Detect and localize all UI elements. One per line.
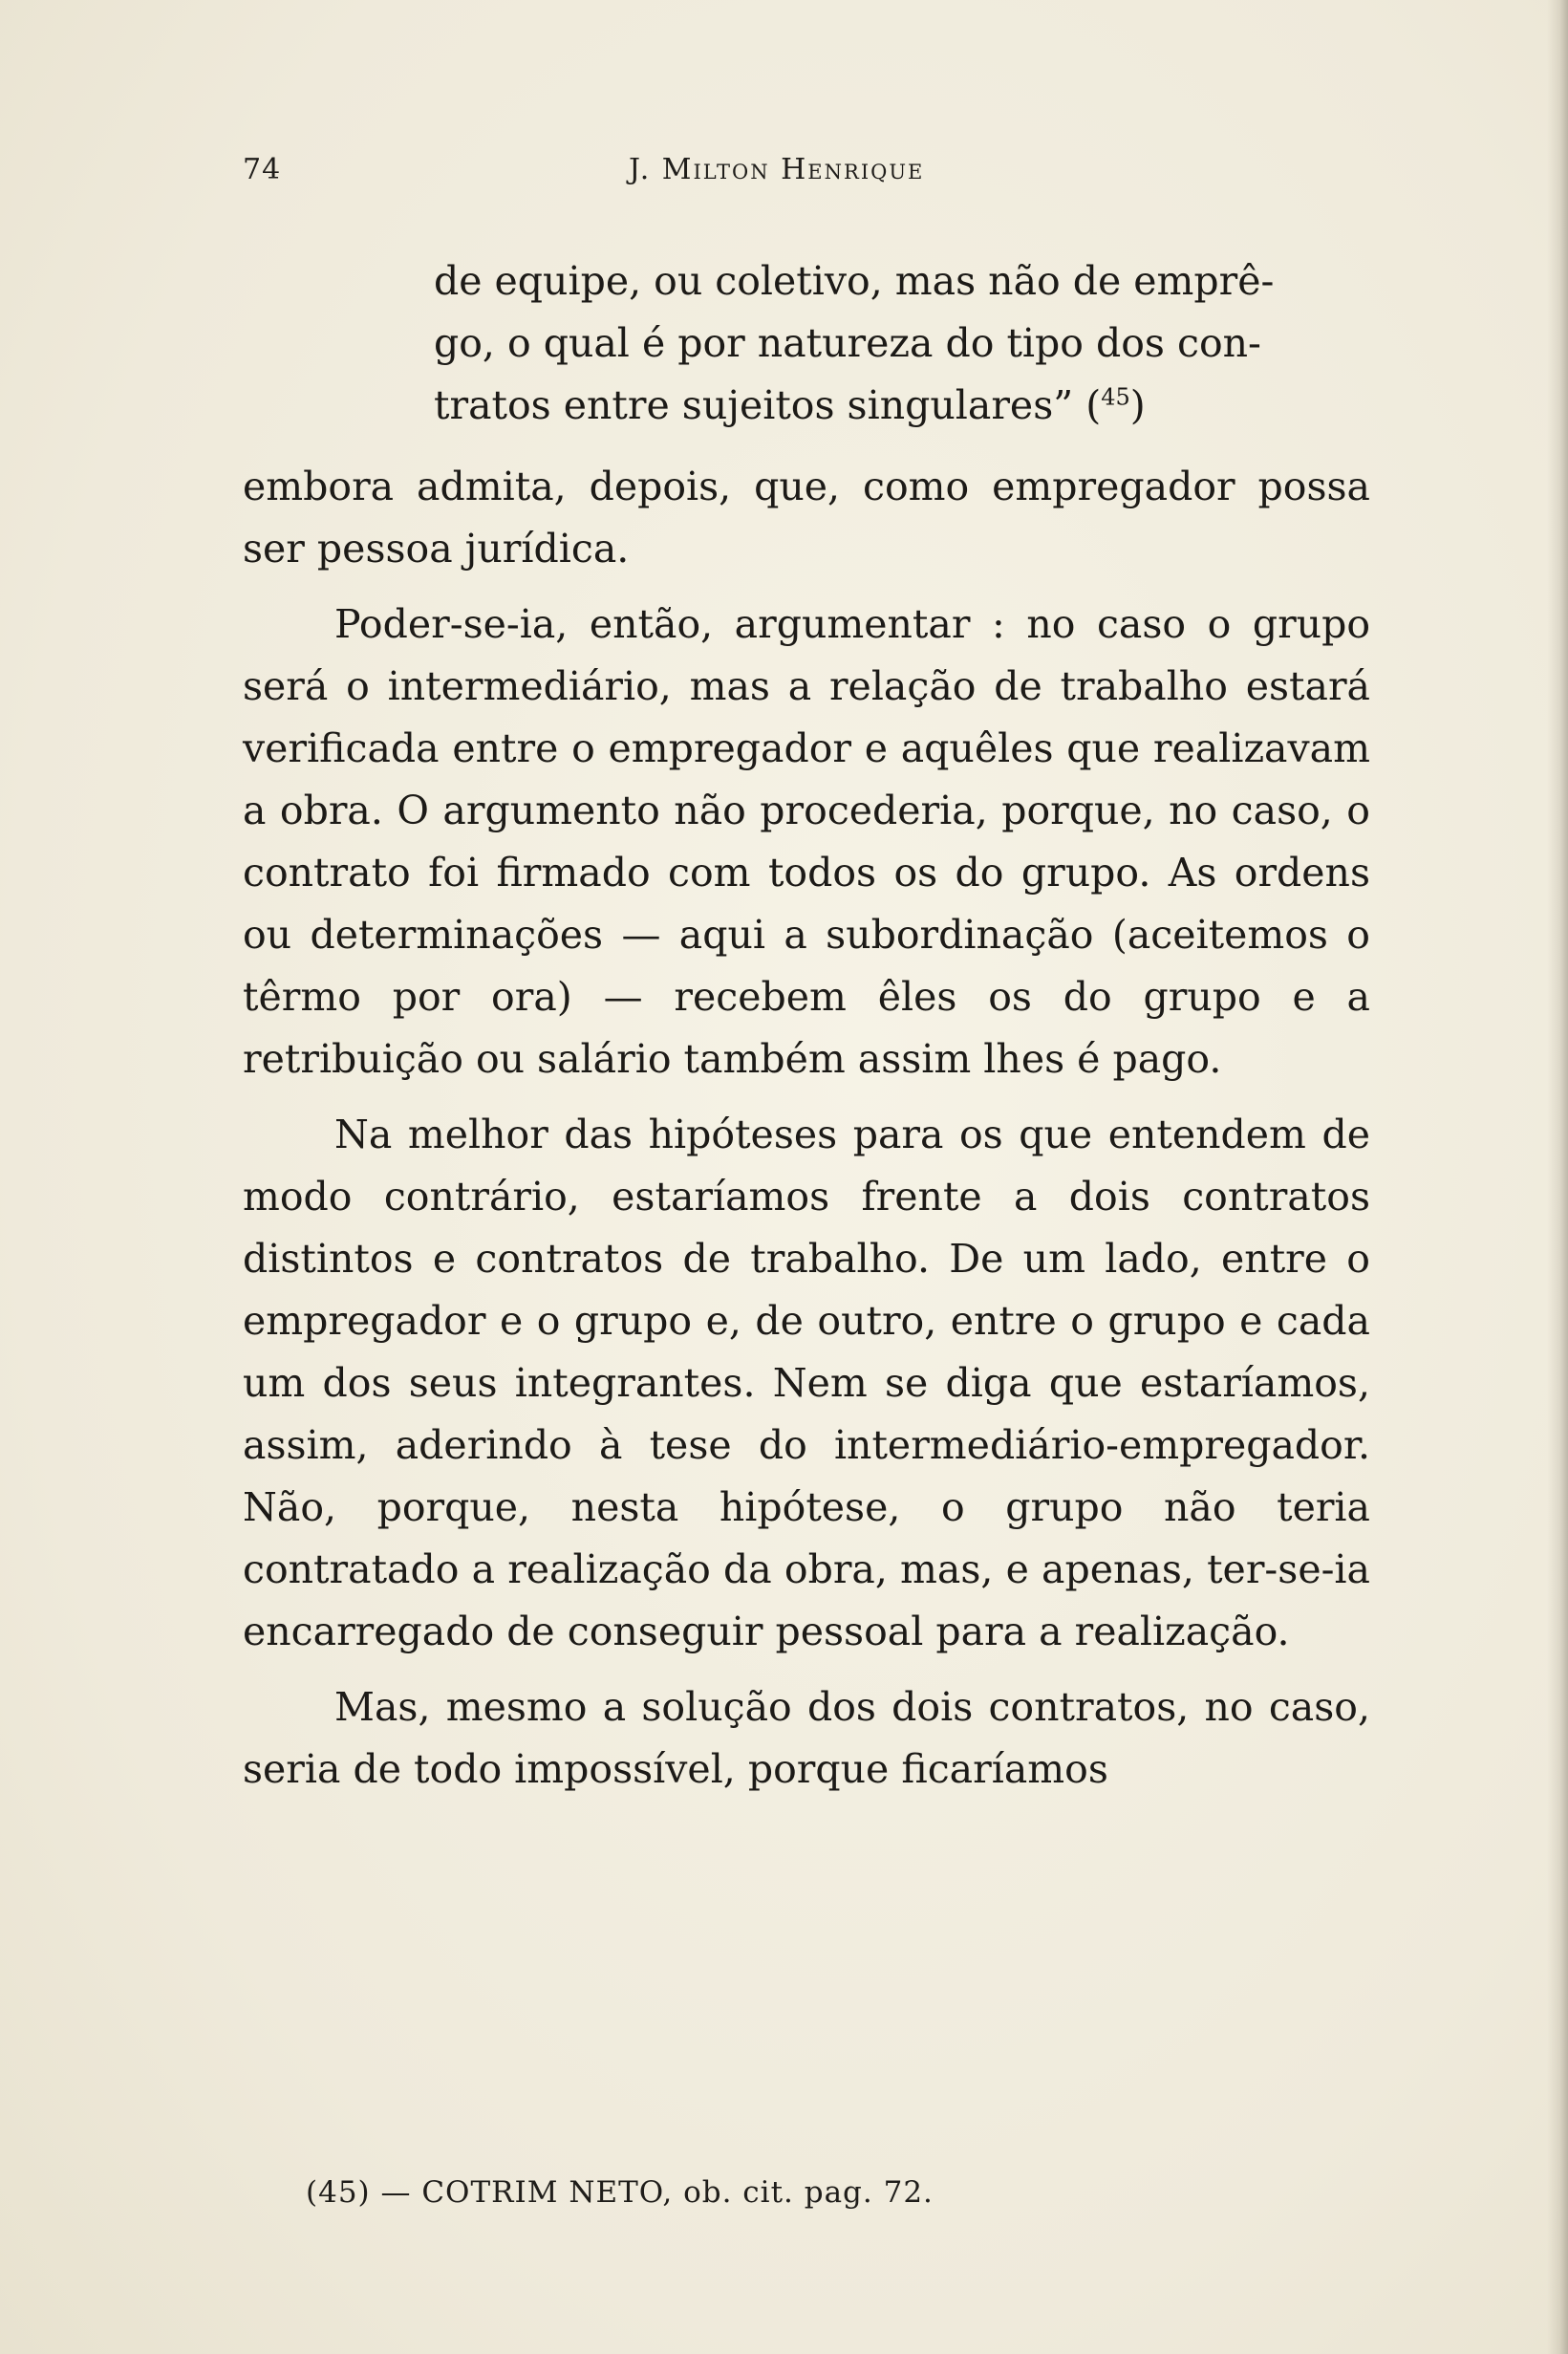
quote-line: go, o qual é por natureza do tipo dos con- <box>434 320 1261 366</box>
body-text <box>243 250 1370 1801</box>
paragraph: Poder-se-ia, então, argumentar : no caso o grupo será o intermediário, mas a relação de trabalho estará verificada entre o empregador e aquêles que realizavam a obra. O argumento não procederia, porque, no caso, o contrato foi firmado com todos os do grupo. As ordens ou determinações — aqui a subordinação (aceitemos o têrmo por ora) — recebem êles os do grupo e a retribuição ou salário também assim lhes é pago. <box>243 601 1370 1082</box>
footnote-reference: 45 <box>1101 383 1130 411</box>
page-number: 74 <box>243 153 282 186</box>
block-quote <box>434 250 1370 437</box>
footnote: (45) — COTRIM NETO, ob. cit. pag. 72. <box>306 2175 934 2210</box>
page-spine-shadow <box>1547 0 1568 2354</box>
quote-line: de equipe, ou coletivo, mas não de emprê- <box>434 258 1275 304</box>
running-head <box>243 153 1370 201</box>
paragraph: Na melhor das hipóteses para os que entendem de modo contrário, estaríamos frente a dois contratos distintos e contratos de trabalho. De um lado, entre o empregador e o grupo e, de outro, entre o grupo e cada um dos seus integrantes. Nem se diga que estaríamos, assim, aderindo à tese do intermediário-empregador. Não, porque, nesta hipótese, o grupo não teria contratado a realização da obra, mas, e apenas, ter-se-ia encarregado de conseguir pessoal para a realização. <box>243 1112 1370 1654</box>
paragraph: embora admita, depois, que, como empregador possa ser pessoa jurídica. <box>243 464 1370 572</box>
quote-close-paren: ) <box>1129 382 1146 428</box>
running-head-author: J. Milton Henrique <box>629 153 925 186</box>
quote-line-text: tratos entre sujeitos singulares” ( <box>434 382 1102 428</box>
quote-line <box>434 375 1370 437</box>
paragraph: Mas, mesmo a solução dos dois contratos, no caso, seria de todo impossível, porque ficaríamos <box>243 1684 1370 1792</box>
